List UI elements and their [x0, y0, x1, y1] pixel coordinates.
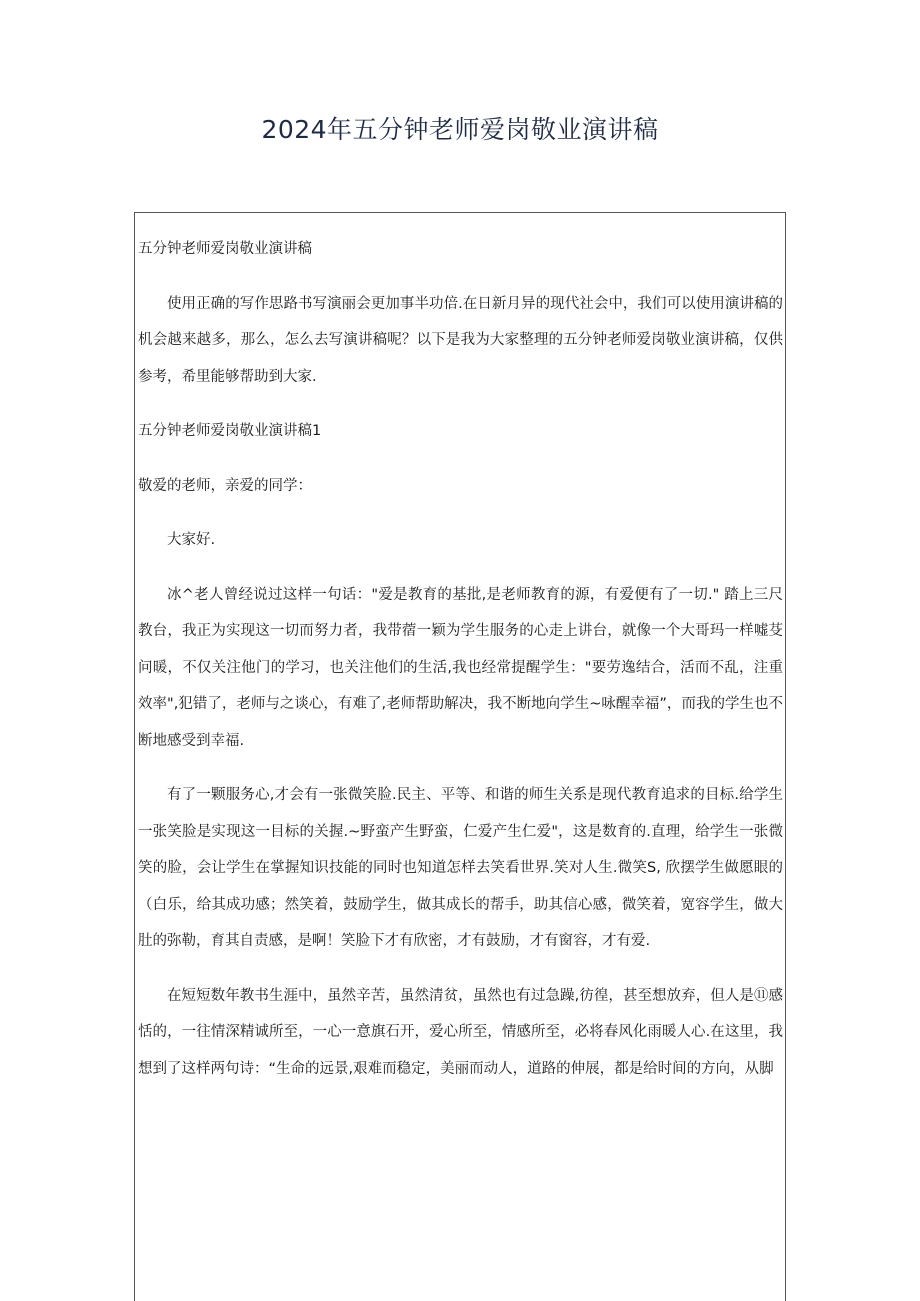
document-body: [138, 231, 783, 1105]
greeting: 大家好.: [167, 532, 216, 548]
section-heading: 五分钟老师爱岗敬业演讲稿: [138, 241, 312, 257]
body-paragraph: 在短短数年教书生涯中，虽然辛苦，虽然清贫，虽然也有过急躁,彷徨，甚至想放弃，但人是⑪感恬的，一往情深精诚所至，一心一意旗石开，爱心所至，情感所至，必将春风化雨暖人心.在这里，我想到了这样两句诗：“生命的远景,艰难而稳定，美丽而动人，道路的伸展，都是给时间的方向，从脚: [138, 987, 783, 1077]
speech-heading: 五分钟老师爱岗敬业演讲稿1: [138, 423, 322, 439]
salutation: 敬爱的老师，亲爱的同学：: [138, 477, 312, 494]
body-paragraph: 有了一颗服务心,才会有一张微笑脸.民主、平等、和谐的师生关系是现代教育追求的目标.给学生一张笑脸是实现这一目标的关握.~野蛮产生野蛮，仁爱产生仁爱"，这是数育的.直理，给学生一张微笑的脸，会让学生在掌握知识技能的同时也知道怎样去笑看世界.笑对人生.微笑S, 欣摆学生做愿眼的（白乐，给其成功感；然笑着，鼓励学生，做其成长的帮手，助其信心感，微笑着，宽容学生，做大肚的弥勒，育其自责感，是啊！笑脸下才有欣密，才有鼓励，才有窗容，才有爱.: [138, 787, 783, 949]
content-frame: [134, 212, 786, 1301]
body-paragraph: 冰^老人曾经说过这样一句话："爱是教育的基批,是老师教育的源，有爱便有了一切." 踏上三尺教台，我正为实现这一切而努力者，我带蓿一颖为学生服务的心走上讲台，就像一个大哥玛一样嘘芟问暖，不仅关注他门的学习，也关注他们的生活,我也经常提醒学生："要劳逸结合，活而不乱，注重效率",犯错了，老师与之谈心，有难了,老师帮助解决，我不断地向学生~咏醒幸福”，而我的学生也不断地感受到幸福.: [138, 586, 783, 749]
document-title: 2024年五分钟老师爱岗敬业演讲稿: [261, 115, 659, 144]
intro-paragraph: 使用正确的写作思路书写演丽会更加事半功倍.在日新月异的现代社会中，我们可以使用演讲稿的机会越来越多，那么，怎么去写演讲稿呢？以下是我为大家整理的五分钟老师爱岗敬业演讲稿，仅供参考，希里能够帮助到大家.: [138, 295, 783, 385]
